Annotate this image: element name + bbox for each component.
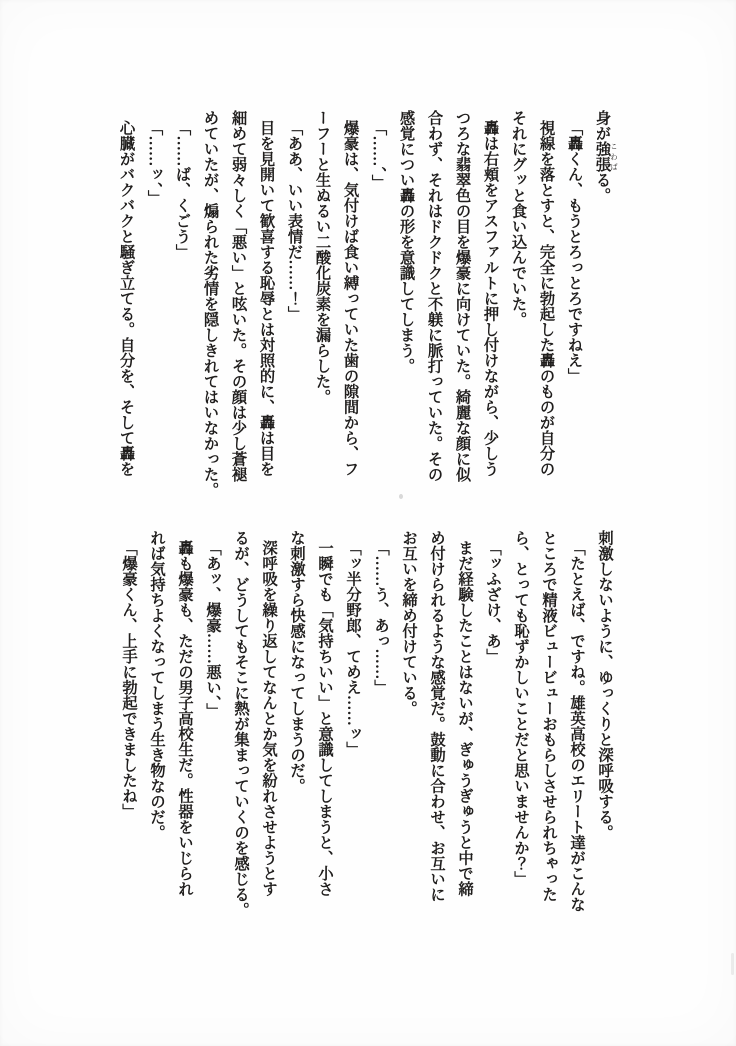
text-column: るが、どうしてもそこに熱が集まっていくのを感じる。	[232, 530, 249, 918]
text-column: 視線を落とすと、完全に勃起した轟のものが自分の	[537, 120, 555, 477]
text-column: まだ経験したことはないが、ぎゅうぎゅうと中で締	[456, 540, 473, 897]
text-column: な刺激すら快感になってしまうのだ。	[288, 530, 305, 794]
text-column: れば気持ちよくなってしまう生き物なのだ。	[148, 530, 165, 840]
text-column: 「あッ、爆豪……悪い、」	[204, 540, 221, 719]
text-block-top	[112, 110, 618, 508]
text-column: 「……ッ、」	[145, 120, 163, 206]
text-column: ら、とっても恥ずかしいことだと思いませんか？」	[512, 530, 529, 887]
text-column: 「たとえば、ですね。雄英高校のエリート達がこんな	[568, 540, 585, 912]
scan-speck	[399, 494, 403, 499]
text-column: ところで精液ビュービューおもらしさせられちゃった	[540, 530, 557, 902]
text-column: お互いを締め付けている。	[400, 530, 417, 716]
text-column: つろな翡翠色の目を爆豪に向けていた。綺麗な顔に似	[453, 110, 471, 482]
text-column: 目を見開いて歓喜する恥辱とは対照的に、轟は目を	[257, 120, 275, 477]
text-column: 「……、」	[369, 120, 387, 190]
text-column: 細めて弱々しく「悪い」と呟いた。その顔は少し蒼褪	[229, 110, 247, 482]
text-column: 「ッふざけ、あ」	[484, 540, 501, 664]
text-column: 一瞬でも「気持ちいい」と意識してしまうと、小さ	[316, 540, 333, 897]
text-column: 「ああ、いい表情だ……！」	[285, 120, 303, 322]
furigana-ruby: 強張 こわば	[593, 141, 619, 172]
text-column: 「轟くん、もうとろっとろですねえ」	[565, 120, 583, 384]
text-column: 合わず、それはドクドクと不躾に脈打っていた。その	[425, 110, 443, 482]
text-column: 轟も爆豪も、ただの男子高校生だ。性器をいじられ	[176, 540, 193, 897]
text-column: 心臓がバクバクと騒ぎ立てる。自分を、そして轟を	[117, 120, 135, 477]
text-column: 「……ば、くごう」	[173, 120, 191, 260]
text-column: 刺激しないように、ゆっくりと深呼吸する。	[596, 530, 613, 840]
text-column: ーフーと生ぬるい二酸化炭素を漏らした。	[313, 110, 331, 405]
text-column: 「ッ半分野郎、てめえ……ッ」	[344, 540, 361, 757]
text-column: それにグッと食い込んでいた。	[509, 110, 527, 327]
text-column: めていたが、煽られた劣情を隠しきれてはいなかった。	[201, 110, 219, 498]
text-column: 深呼吸を繰り返してなんとか気を紛れさせようとす	[260, 540, 277, 897]
text-column: 「……う、あっ……」	[372, 540, 389, 695]
text-block-bottom	[112, 530, 618, 928]
text-column: 感覚につい轟の形を意識してしまう。	[397, 110, 415, 374]
text-column: 身が強張 こわばる。	[593, 110, 619, 203]
text-column: め付けられるような感覚だ。鼓動に合わせ、お互いに	[428, 530, 445, 902]
scan-speck	[731, 953, 734, 975]
text-column: 轟は右頬をアスファルトに押し付けながら、少しう	[481, 120, 499, 477]
text-column: 「爆豪くん、上手に勃起できましたね」	[120, 540, 137, 819]
text-column: 爆豪は、気付けば食い縛っていた歯の隙間から、フ	[341, 120, 359, 477]
